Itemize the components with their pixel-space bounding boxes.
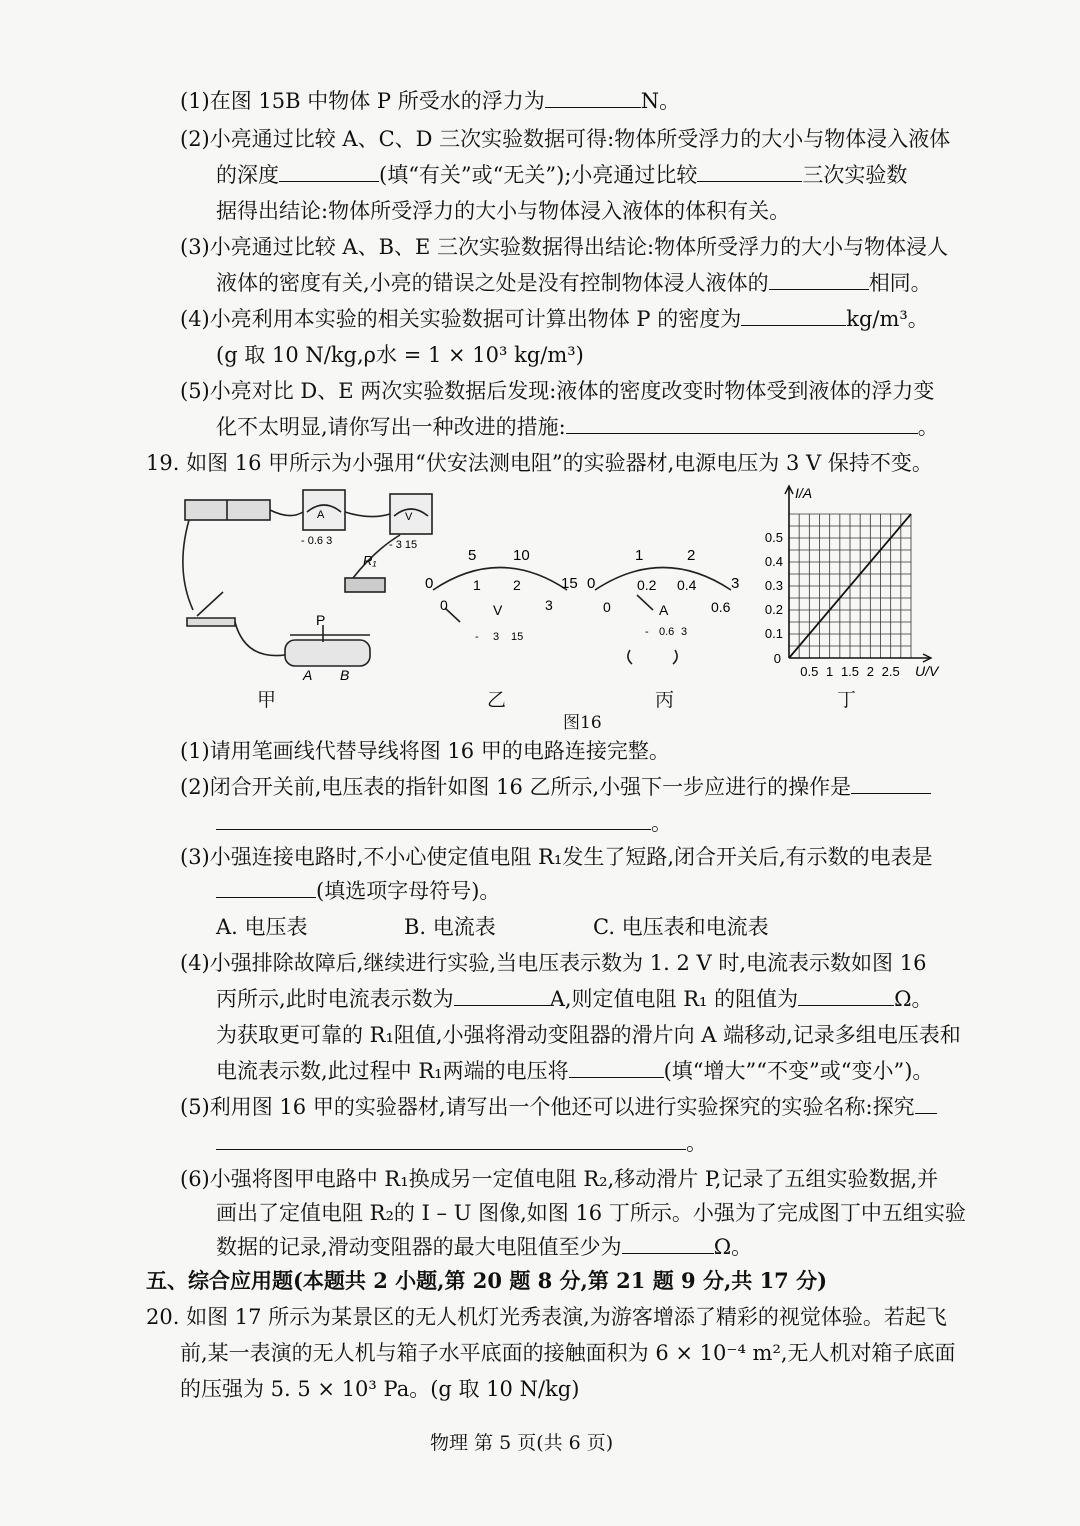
q18-part2-line1: (2)小亮通过比较 A、C、D 三次实验数据可得:物体所受浮力的大小与物体浸入液体 bbox=[180, 127, 951, 151]
answer-blank[interactable] bbox=[545, 87, 641, 108]
ammeter-bottom-tick: 0.6 bbox=[711, 599, 731, 615]
resistor-r1-icon bbox=[345, 578, 385, 592]
answer-blank[interactable] bbox=[915, 1093, 937, 1114]
answer-blank[interactable] bbox=[454, 985, 550, 1006]
ammeter-dial-arc bbox=[595, 568, 731, 591]
q18-part4-line1: (4)小亮利用本实验的相关实验数据可计算出物体 P 的密度为 kg/m³。 bbox=[180, 307, 929, 331]
ammeter-bottom-tick: 0.2 bbox=[637, 577, 657, 593]
q18-part5-line2: 化不太明显,请你写出一种改进的措施: 。 bbox=[216, 415, 939, 439]
q19-part3-option-c: C. 电压表和电流表 bbox=[593, 915, 769, 939]
answer-blank[interactable] bbox=[622, 1233, 714, 1254]
q19-stem: 19. 如图 16 甲所示为小强用“伏安法测电阻”的实验器材,电源电压为 3 V 保持不变。 bbox=[146, 451, 933, 475]
voltmeter-bottom-tick: 3 bbox=[545, 597, 553, 613]
q19-part4-line3: 为获取更可靠的 R₁阻值,小强将滑动变阻器的滑片向 A 端移动,记录多组电压表和 bbox=[216, 1023, 961, 1047]
y-tick-label: 0.1 bbox=[764, 626, 783, 641]
answer-blank[interactable] bbox=[741, 305, 846, 326]
answer-blank[interactable] bbox=[566, 413, 918, 434]
y-tick-label: 0.5 bbox=[764, 530, 783, 545]
answer-blank[interactable] bbox=[769, 269, 869, 290]
x-axis-label: U/V bbox=[915, 663, 939, 679]
ammeter-terminal-label: 3 bbox=[681, 626, 688, 638]
q18-part2-line3: 据得出结论:物体所受浮力的大小与物体浸入液体的体积有关。 bbox=[216, 199, 791, 223]
q19-part4-line4: 电流表示数,此过程中 R₁两端的电压将 (填“增大”“不变”或“变小”)。 bbox=[216, 1059, 934, 1083]
q20-line1: 20. 如图 17 所示为某景区的无人机灯光秀表演,为游客增添了精彩的视觉体验。若起飞 bbox=[146, 1305, 947, 1329]
ammeter-top-tick: 2 bbox=[687, 547, 696, 564]
fig-label-jia: 甲 bbox=[257, 689, 277, 711]
ammeter-terminal-label: - bbox=[645, 626, 649, 638]
q19-part3-option-a: A. 电压表 bbox=[216, 915, 308, 939]
q19-part1: (1)请用笔画线代替导线将图 16 甲的电路连接完整。 bbox=[180, 739, 670, 763]
voltmeter-terminal-label: - bbox=[475, 631, 479, 643]
x-tick-label: 2.5 bbox=[881, 664, 900, 679]
q18-part2-line2: 的深度 (填“有关”或“无关”);小亮通过比较 三次实验数 bbox=[216, 163, 908, 187]
voltmeter-terminal-label: 3 bbox=[493, 631, 500, 643]
answer-blank[interactable] bbox=[798, 985, 894, 1006]
voltmeter-top-tick: 10 bbox=[513, 547, 530, 564]
q19-part3-option-b: B. 电流表 bbox=[404, 915, 496, 939]
q20-line2: 前,某一表演的无人机与箱子水平底面的接触面积为 6 × 10⁻⁴ m²,无人机对箱子底面 bbox=[180, 1341, 956, 1365]
q19-part6-line1: (6)小强将图甲电路中 R₁换成另一定值电阻 R₂,移动滑片 P,记录了五组实验数据,并 bbox=[180, 1167, 939, 1191]
fig-label-ding: 丁 bbox=[837, 689, 857, 711]
ammeter-bottom-tick: 0.4 bbox=[677, 577, 697, 593]
y-tick-label: 0.3 bbox=[764, 578, 783, 593]
origin-label: 0 bbox=[773, 651, 781, 666]
answer-blank[interactable] bbox=[851, 773, 931, 794]
voltmeter-terminals-label: - 3 15 bbox=[389, 539, 418, 551]
y-axis-label: I/A bbox=[795, 485, 813, 501]
ammeter-terminal-label: 0.6 bbox=[659, 626, 675, 638]
iu-chart bbox=[765, 485, 940, 679]
answer-blank[interactable] bbox=[216, 1129, 686, 1150]
voltmeter-bottom-tick: 0 bbox=[440, 597, 448, 613]
fig-label-yi: 乙 bbox=[487, 689, 507, 711]
voltmeter-symbol: V bbox=[405, 511, 413, 523]
voltmeter-bottom-tick: 1 bbox=[473, 577, 481, 593]
voltmeter-top-tick: 0 bbox=[425, 575, 434, 592]
q20-line3: 的压强为 5. 5 × 10³ Pa。(g 取 10 N/kg) bbox=[180, 1377, 580, 1401]
q18-part1: (1)在图 15B 中物体 P 所受水的浮力为 N。 bbox=[180, 89, 681, 113]
ammeter-terminals-label: - 0.6 3 bbox=[301, 535, 333, 547]
rheostat-icon bbox=[285, 640, 370, 666]
answer-blank[interactable] bbox=[279, 161, 379, 182]
answer-blank[interactable] bbox=[216, 809, 651, 830]
q19-part5-line1: (5)利用图 16 甲的实验器材,请写出一个他还可以进行实验探究的实验名称:探究 bbox=[180, 1092, 937, 1122]
x-tick-label: 2 bbox=[866, 664, 874, 679]
q19-part2-line1: (2)闭合开关前,电压表的指针如图 16 乙所示,小强下一步应进行的操作是 bbox=[180, 772, 931, 802]
figure-caption: 图16 bbox=[563, 713, 602, 733]
ammeter-symbol: A bbox=[317, 509, 325, 521]
fig-label-bing: 丙 bbox=[655, 689, 675, 711]
voltmeter-dial-arc bbox=[433, 568, 567, 591]
voltmeter-bottom-tick: 2 bbox=[513, 577, 521, 593]
answer-blank[interactable] bbox=[569, 1057, 664, 1078]
answer-blank[interactable] bbox=[216, 877, 316, 898]
x-tick-label: 0.5 bbox=[800, 664, 819, 679]
section-5-heading: 五、综合应用题(本题共 2 小题,第 20 题 8 分,第 21 题 9 分,共 17 分) bbox=[146, 1268, 828, 1293]
q19-part6-line3: 数据的记录,滑动变阻器的最大电阻值至少为 Ω。 bbox=[216, 1235, 753, 1259]
y-tick-label: 0.4 bbox=[764, 554, 783, 569]
ammeter-top-tick: 1 bbox=[635, 547, 644, 564]
q19-part3-line1: (3)小强连接电路时,不小心使定值电阻 R₁发生了短路,闭合开关后,有示数的电表是 bbox=[180, 845, 933, 869]
switch-icon bbox=[187, 618, 235, 626]
x-tick-label: 1.5 bbox=[840, 664, 860, 679]
q18-part5-line1: (5)小亮对比 D、E 两次实验数据后发现:液体的密度改变时物体受到液体的浮力变 bbox=[180, 379, 935, 403]
answer-blank[interactable] bbox=[697, 161, 802, 182]
q19-part6-line2: 画出了定值电阻 R₂的 I – U 图像,如图 16 丁所示。小强为了完成图丁中五组实验 bbox=[216, 1201, 966, 1225]
q18-part3-line2: 液体的密度有关,小亮的错误之处是没有控制物体浸人液体的 相同。 bbox=[216, 271, 932, 295]
q19-part2-line2: 。 bbox=[216, 808, 672, 838]
voltmeter-unit: V bbox=[493, 602, 503, 618]
figure-16-drawing bbox=[175, 485, 939, 740]
q19-part5-line2: 。 bbox=[216, 1128, 707, 1158]
ammeter-bottom-tick: 0 bbox=[603, 599, 611, 615]
q18-part4-line2: (g 取 10 N/kg,ρ水 = 1 × 10³ kg/m³) bbox=[216, 343, 584, 367]
q19-part4-line1: (4)小强排除故障后,继续进行实验,当电压表示数为 1. 2 V 时,电流表示数如图 16 bbox=[180, 951, 927, 975]
r1-label: R₁ bbox=[363, 553, 377, 568]
figure-16 bbox=[175, 485, 939, 740]
slider-p-label: P bbox=[316, 612, 326, 628]
voltmeter-top-tick: 5 bbox=[468, 547, 477, 564]
y-tick-label: 0.2 bbox=[764, 602, 783, 617]
voltmeter-terminal-label: 15 bbox=[511, 631, 524, 643]
x-tick-label: 1 bbox=[826, 664, 834, 679]
q18-part3-line1: (3)小亮通过比较 A、B、E 三次实验数据得出结论:物体所受浮力的大小与物体浸人 bbox=[180, 235, 949, 259]
ammeter-top-tick: 3 bbox=[731, 575, 740, 592]
q19-part3-line2: (填选项字母符号)。 bbox=[216, 876, 500, 906]
voltmeter-top-tick: 15 bbox=[561, 575, 578, 592]
q19-part4-line2: 丙所示,此时电流表示数为 A,则定值电阻 R₁ 的阻值为 Ω。 bbox=[216, 987, 933, 1011]
ammeter-unit: A bbox=[659, 602, 669, 618]
terminal-b-label: B bbox=[340, 667, 350, 683]
ammeter-top-tick: 0 bbox=[587, 575, 596, 592]
page-footer: 物理 第 5 页(共 6 页) bbox=[430, 1432, 614, 1454]
terminal-a-label: A bbox=[303, 667, 313, 683]
